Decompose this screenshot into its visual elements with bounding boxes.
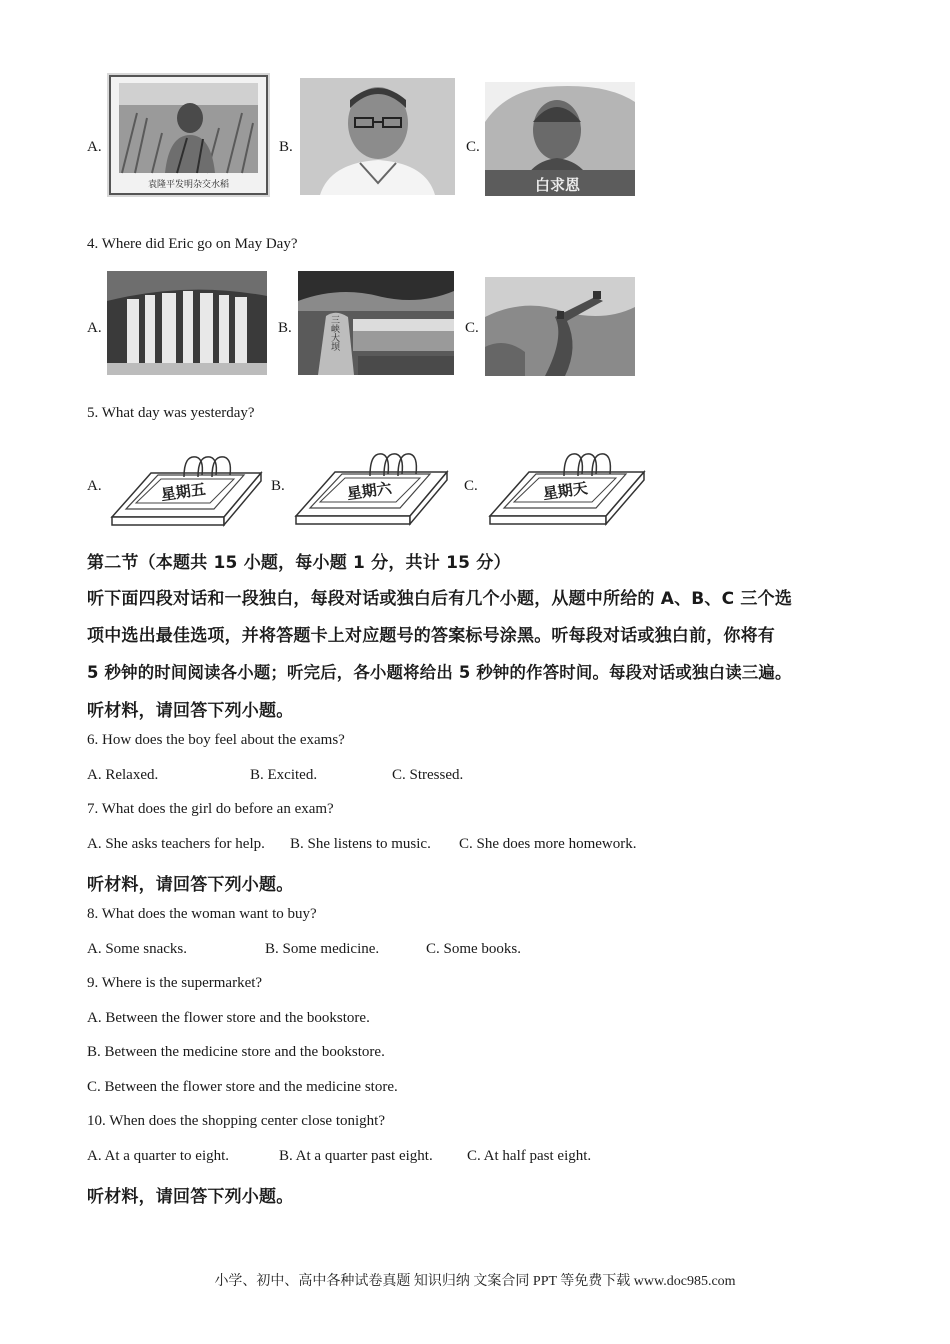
q6-option-a[interactable]: A. Relaxed. <box>87 767 159 783</box>
q10-question: 10. When does the shopping center close tonight? <box>87 1113 385 1129</box>
section2-instruction-line-1: 听下面四段对话和一段独白，每段对话或独白后有几个小题，从题中所给的 A、B、C 三个选 <box>87 589 793 609</box>
q4-image-b-sign-text: 三峡大坝 <box>329 315 339 351</box>
q4-option-b-label: B. <box>278 320 292 336</box>
q3-image-b-zhong-nanshan[interactable] <box>300 78 455 195</box>
q5-calendar-a-text: 星期五 <box>159 480 207 505</box>
q5-question: 5. What day was yesterday? <box>87 405 255 421</box>
listen-prompt-2: 听材料，请回答下列小题。 <box>87 875 294 895</box>
q5-calendar-c-text: 星期天 <box>541 479 589 504</box>
q5-option-b-label: B. <box>271 478 285 494</box>
q7-option-c[interactable]: C. She does more homework. <box>459 836 637 852</box>
q5-calendar-c[interactable] <box>484 442 649 528</box>
q10-option-b[interactable]: B. At a quarter past eight. <box>279 1148 433 1164</box>
q3-image-c-bethune[interactable] <box>485 82 635 196</box>
q3-image-a-yuan-longping[interactable] <box>107 73 270 197</box>
section2-instruction-line-2: 项中选出最佳选项，并将答题卡上对应题号的答案标号涂黑。听每段对话或独白前，你将有 <box>87 626 775 646</box>
q6-option-b[interactable]: B. Excited. <box>250 767 318 783</box>
q5-calendar-b[interactable] <box>290 442 450 528</box>
q3-option-b-label: B. <box>279 139 293 155</box>
q3-image-c-caption: 白求恩 <box>535 176 581 194</box>
listen-prompt-1: 听材料，请回答下列小题。 <box>87 701 294 721</box>
page-footer: 小学、初中、高中各种试卷真题 知识归纳 文案合同 PPT 等免费下载 www.doc985.com <box>214 1274 736 1289</box>
q5-calendar-a[interactable] <box>106 445 264 529</box>
q4-image-b-three-gorges-dam[interactable] <box>298 271 454 375</box>
q3-option-a-label: A. <box>87 139 102 155</box>
q8-option-b[interactable]: B. Some medicine. <box>265 941 380 957</box>
q9-option-b[interactable]: B. Between the medicine store and the bookstore. <box>87 1044 385 1060</box>
q4-option-c-label: C. <box>465 320 479 336</box>
q10-option-a[interactable]: A. At a quarter to eight. <box>87 1148 230 1164</box>
q4-question: 4. Where did Eric go on May Day? <box>87 236 298 252</box>
q6-option-c[interactable]: C. Stressed. <box>392 767 464 783</box>
q7-option-b[interactable]: B. She listens to music. <box>290 836 431 852</box>
section2-instruction-line-3: 5 秒钟的时间阅读各小题；听完后，各小题将给出 5 秒钟的作答时间。每段对话或独白读三遍。 <box>87 663 792 682</box>
q9-option-a[interactable]: A. Between the flower store and the bookstore. <box>87 1010 370 1026</box>
q9-option-c[interactable]: C. Between the flower store and the medicine store. <box>87 1079 398 1095</box>
q3-option-c-label: C. <box>466 139 480 155</box>
q9-question: 9. Where is the supermarket? <box>87 975 263 991</box>
q7-option-a[interactable]: A. She asks teachers for help. <box>87 836 265 852</box>
q3-image-a-caption: 袁隆平发明杂交水稻 <box>147 180 230 190</box>
q8-option-a[interactable]: A. Some snacks. <box>87 941 187 957</box>
q8-option-c[interactable]: C. Some books. <box>426 941 522 957</box>
listen-prompt-3: 听材料，请回答下列小题。 <box>87 1187 294 1207</box>
q8-question: 8. What does the woman want to buy? <box>87 906 317 922</box>
q4-option-a-label: A. <box>87 320 102 336</box>
section2-heading: 第二节（本题共 15 小题，每小题 1 分，共计 15 分） <box>87 553 511 573</box>
q5-option-a-label: A. <box>87 478 102 494</box>
q4-image-a-waterfall[interactable] <box>107 271 267 375</box>
q10-option-c[interactable]: C. At half past eight. <box>467 1148 592 1164</box>
q4-image-c-great-wall[interactable] <box>485 277 635 376</box>
q6-question: 6. How does the boy feel about the exams? <box>87 732 345 748</box>
q7-question: 7. What does the girl do before an exam? <box>87 801 334 817</box>
q5-calendar-b-text: 星期六 <box>345 479 393 504</box>
q5-option-c-label: C. <box>464 478 478 494</box>
